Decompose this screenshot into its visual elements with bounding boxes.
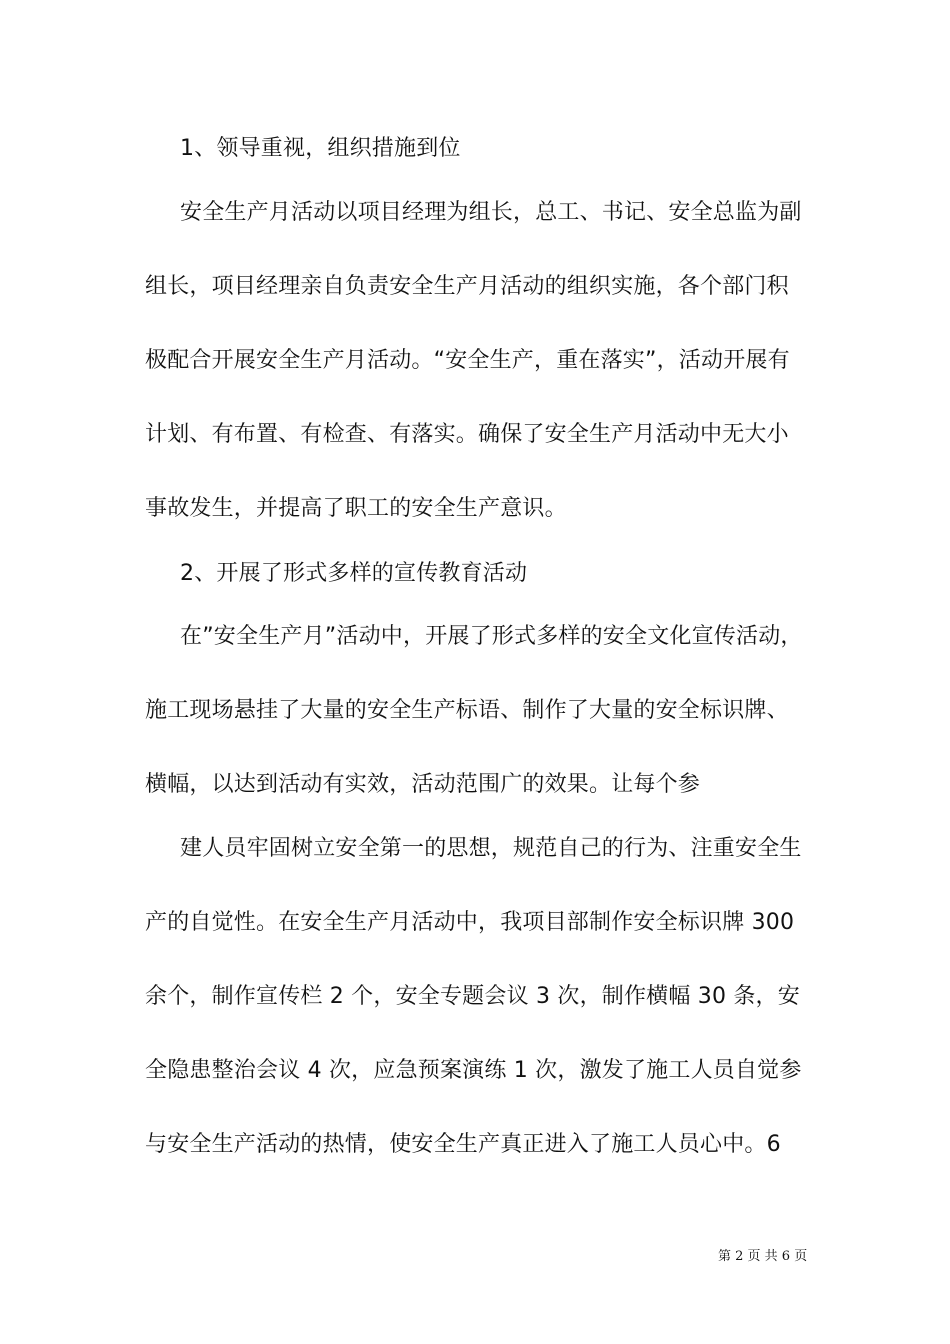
paragraph-line: 组长，项目经理亲自负责安全生产月活动的组织实施，各个部门积 xyxy=(145,274,789,299)
paragraph-line: 全隐患整治会议 4 次，应急预案演练 1 次，激发了施工人员自觉参 xyxy=(145,1058,802,1083)
paragraph-line: 安全生产月活动以项目经理为组长，总工、书记、安全总监为副 xyxy=(180,200,802,225)
paragraph-line: 建人员牢固树立安全第一的思想，规范自己的行为、注重安全生 xyxy=(180,836,802,861)
section-heading-2: 2、开展了形式多样的宣传教育活动 xyxy=(180,561,528,586)
paragraph-line: 施工现场悬挂了大量的安全生产标语、制作了大量的安全标识牌、 xyxy=(145,698,789,723)
paragraph-line: 余个，制作宣传栏 2 个，安全专题会议 3 次，制作横幅 30 条，安 xyxy=(145,984,800,1009)
paragraph-line: 事故发生，并提高了职工的安全生产意识。 xyxy=(145,496,567,521)
paragraph-line: 与安全生产活动的热情，使安全生产真正进入了施工人员心中。6 xyxy=(145,1132,781,1157)
paragraph-line: 计划、有布置、有检查、有落实。确保了安全生产月活动中无大小 xyxy=(145,422,789,447)
paragraph-line: 极配合开展安全生产月活动。“安全生产，重在落实”，活动开展有 xyxy=(145,348,790,373)
paragraph-line: 在”安全生产月”活动中，开展了形式多样的安全文化宣传活动， xyxy=(180,624,803,649)
paragraph-line: 产的自觉性。在安全生产月活动中，我项目部制作安全标识牌 300 xyxy=(145,910,795,935)
page-number: 第 2 页 共 6 页 xyxy=(718,1249,808,1264)
section-heading-1: 1、领导重视，组织措施到位 xyxy=(180,136,461,161)
paragraph-line: 横幅，以达到活动有实效，活动范围广的效果。让每个参 xyxy=(145,772,701,797)
